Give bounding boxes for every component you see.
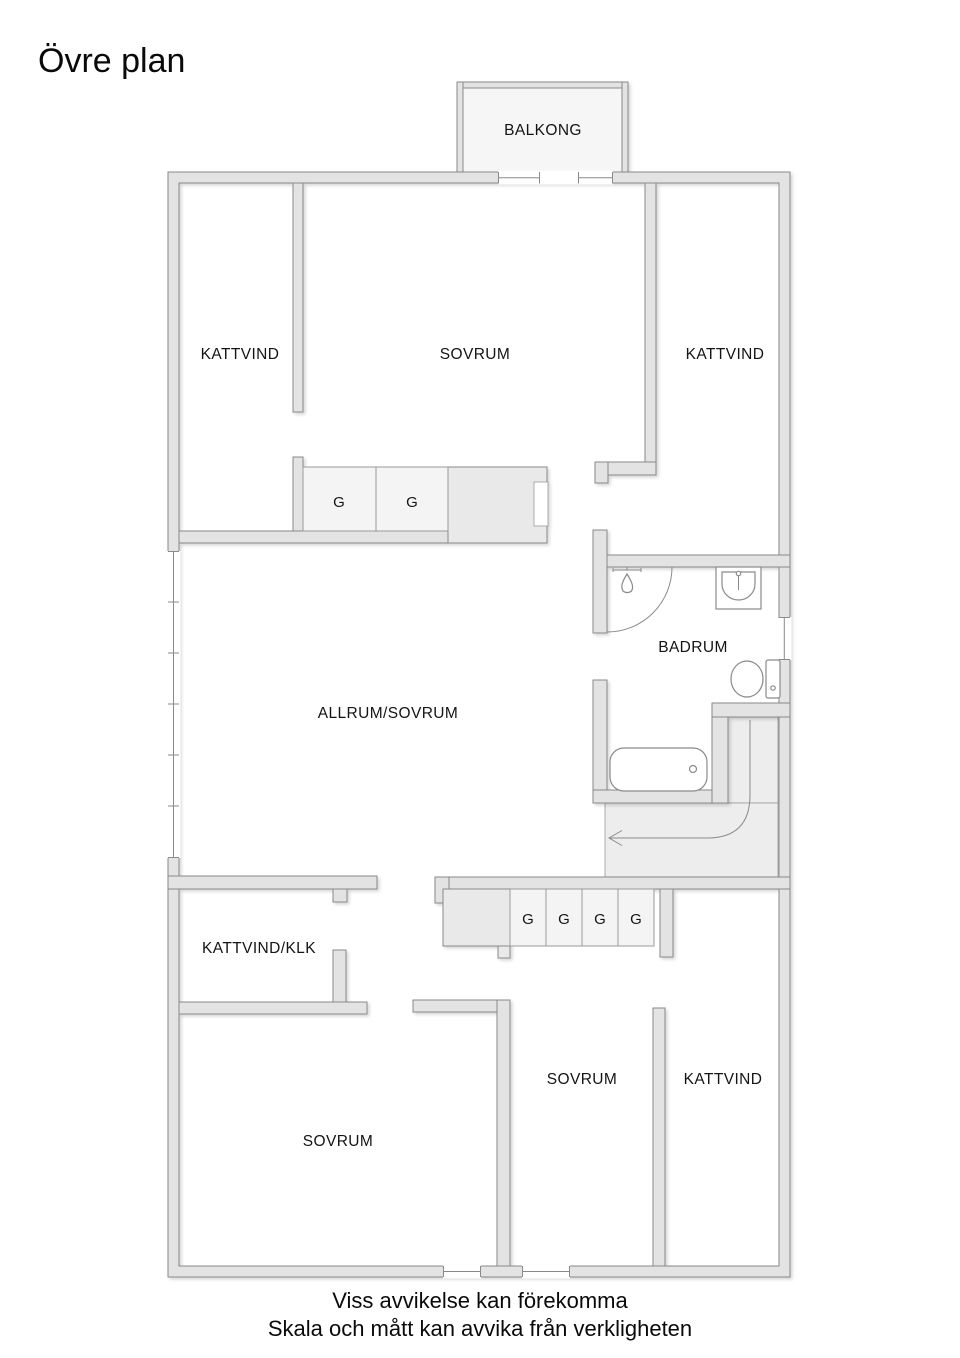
room-label-kattvind-br: KATTVIND	[683, 1071, 763, 1088]
wall-bathtub-right	[712, 717, 728, 803]
wardrobe-label-top-2: G	[406, 494, 418, 511]
sink-icon	[716, 567, 761, 609]
balcony-wall-left	[457, 82, 463, 172]
toilet-button	[771, 686, 775, 690]
wall-jamb-stub	[595, 462, 608, 483]
wall-allrum-door-jamb	[333, 889, 347, 902]
stair-run-horizontal	[605, 803, 778, 877]
wall-stair-top	[712, 703, 790, 717]
balcony-door-opening	[539, 171, 579, 185]
wall-closet-right-stub	[660, 889, 673, 957]
toilet-tank	[766, 660, 780, 698]
stairwell-block	[443, 889, 510, 946]
wall-sovrum-kattvind-br	[653, 1008, 665, 1266]
wall-klk-stub	[333, 950, 346, 1002]
bathtub-drain	[690, 766, 697, 773]
wall-sovrum-kattvind-tr	[645, 183, 656, 475]
bathtub-icon	[610, 748, 707, 791]
sink-tap-dot	[736, 571, 740, 575]
page-title: Övre plan	[38, 42, 186, 80]
room-label-sovrum-top: SOVRUM	[439, 346, 511, 363]
toilet-bowl	[731, 661, 763, 697]
room-label-allrum-sovrum: ALLRUM/SOVRUM	[317, 705, 459, 722]
wall-kattvind-tl-lower	[293, 457, 303, 531]
balcony-wall-top	[457, 82, 628, 88]
stairwell-block-stub	[498, 946, 510, 958]
wardrobe-label-bottom-4: G	[630, 911, 642, 928]
wall-badrum-left-upper	[593, 530, 607, 633]
footer-disclaimer-line2: Skala och mått kan avvika från verkligheten	[267, 1316, 693, 1341]
wall-bathtub-bottom	[593, 790, 728, 803]
wall-sovrum-bl-divider	[497, 1000, 510, 1266]
wardrobe-label-top-1: G	[333, 494, 345, 511]
chimney-notch	[534, 482, 548, 526]
room-label-sovrum-bc: SOVRUM	[546, 1071, 618, 1088]
wall-badrum-top	[600, 555, 790, 567]
wall-badrum-left-lower	[593, 680, 607, 803]
room-label-sovrum-bl: SOVRUM	[302, 1133, 374, 1150]
wardrobe-label-bottom-2: G	[558, 911, 570, 928]
wall-corridor-bottom	[435, 877, 790, 889]
wall-klk-bottom	[179, 1002, 367, 1014]
room-label-kattvind-tr: KATTVIND	[685, 346, 765, 363]
wall-sovrum-bl-top	[413, 1000, 510, 1012]
wall-allrum-bottom	[168, 876, 377, 889]
room-label-badrum: BADRUM	[658, 639, 728, 656]
room-label-kattvind-tl: KATTVIND	[200, 346, 280, 363]
toilet-icon	[731, 660, 780, 698]
room-label-kattvind-klk: KATTVIND/KLK	[202, 940, 316, 957]
stair-run-vertical	[728, 717, 778, 803]
wardrobe-label-bottom-3: G	[594, 911, 606, 928]
wall-kattvind-tl-upper	[293, 183, 303, 412]
balcony-wall-right	[622, 82, 628, 172]
chimney-block	[448, 467, 547, 543]
footer-disclaimer-line1: Viss avvikelse kan förekomma	[332, 1288, 628, 1313]
wardrobe-label-bottom-1: G	[522, 911, 534, 928]
room-label-balkong: BALKONG	[504, 122, 582, 139]
